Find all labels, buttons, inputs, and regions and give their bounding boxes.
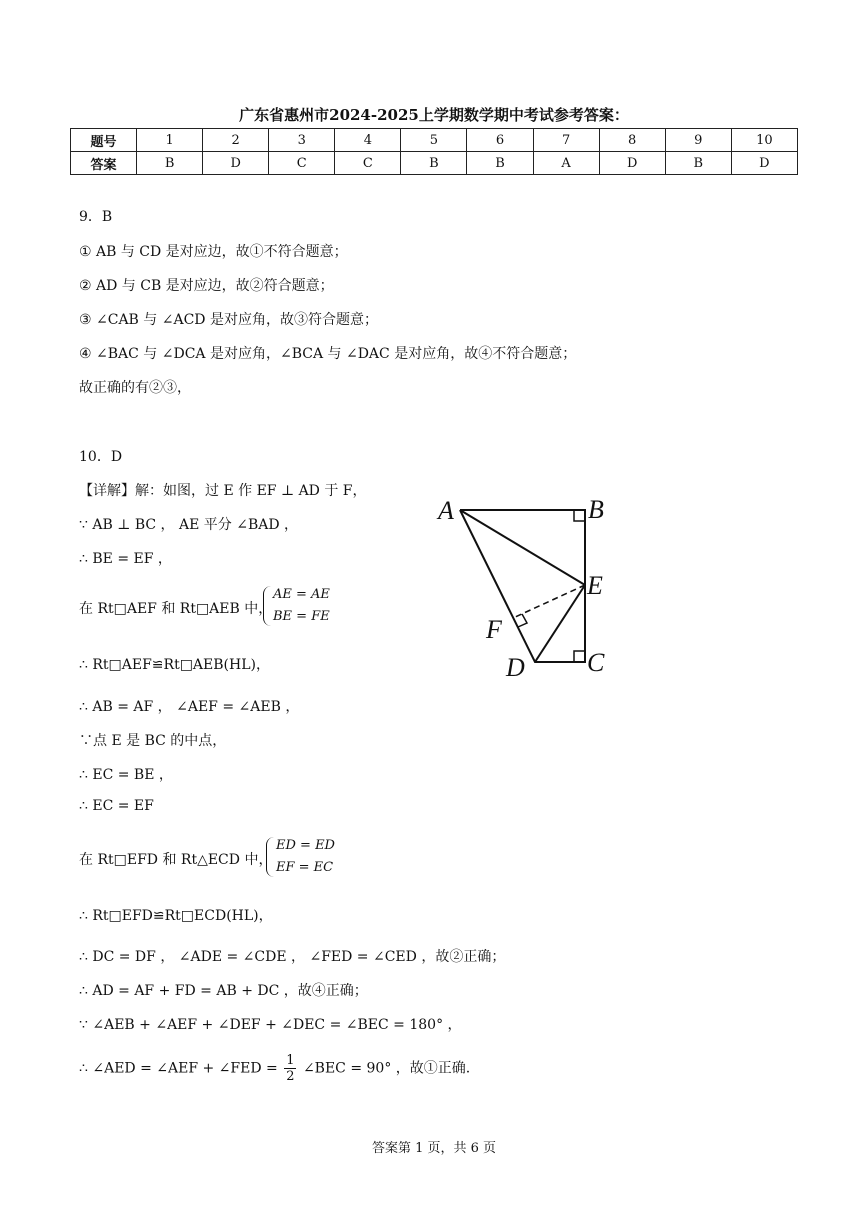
right-angle-mark bbox=[574, 510, 585, 521]
table-cell: B bbox=[401, 152, 467, 175]
table-cell: 7 bbox=[533, 129, 599, 152]
equation-system bbox=[276, 835, 335, 879]
equation: ED = ED bbox=[276, 838, 335, 853]
vertex-label-e: E bbox=[587, 571, 603, 600]
table-cell: 10 bbox=[731, 129, 797, 152]
table-cell: B bbox=[665, 152, 731, 175]
table-row-answer bbox=[71, 152, 798, 175]
table-cell: 8 bbox=[599, 129, 665, 152]
equation: EF = EC bbox=[276, 860, 334, 875]
q10-line: ∴ EC = EF bbox=[79, 798, 154, 814]
row-header-answer: 答案 bbox=[71, 152, 137, 175]
row-header-number: 题号 bbox=[71, 129, 137, 152]
table-cell: C bbox=[269, 152, 335, 175]
q10-line: ∵ AB ⊥ BC ， AE 平分 ∠BAD ， bbox=[79, 517, 299, 533]
q10-line: ∴ DC = DF ， ∠ADE = ∠CDE ， ∠FED = ∠CED ，故②正确； bbox=[79, 949, 506, 965]
geometry-figure bbox=[430, 488, 630, 688]
q9-conclusion: 故正确的有②③， bbox=[79, 380, 191, 396]
vertex-label-f: F bbox=[486, 615, 502, 644]
fraction-denominator: 2 bbox=[286, 1069, 295, 1084]
vertex-label-c: C bbox=[587, 648, 605, 677]
table-cell: 5 bbox=[401, 129, 467, 152]
table-cell: B bbox=[137, 152, 203, 175]
q10-line: ∵ ∠AEB + ∠AEF + ∠DEF + ∠DEC = ∠BEC = 180° ， bbox=[79, 1017, 462, 1033]
answer-table bbox=[70, 128, 798, 175]
q10-heading: 10．D bbox=[79, 449, 123, 465]
q9-line: ② AD 与 CB 是对应边，故②符合题意； bbox=[79, 278, 334, 294]
right-angle-mark bbox=[574, 651, 585, 662]
q10-line: 【详解】解：如图，过 E 作 EF ⊥ AD 于 F， bbox=[79, 483, 367, 499]
table-cell: 2 bbox=[203, 129, 269, 152]
q10-line: ∴ EC = BE ， bbox=[79, 767, 173, 783]
expression: ∴ ∠AED = ∠AEF + ∠FED = bbox=[79, 1060, 278, 1077]
table-cell: D bbox=[599, 152, 665, 175]
table-cell: 9 bbox=[665, 129, 731, 152]
vertex-label-a: A bbox=[438, 496, 454, 525]
equation: BE = FE bbox=[273, 609, 330, 624]
vertex-label-d: D bbox=[506, 653, 525, 682]
q9-line: ④ ∠BAC 与 ∠DCA 是对应角，∠BCA 与 ∠DAC 是对应角，故④不符合题意； bbox=[79, 346, 577, 362]
q10-line: ∴ Rt□AEF≌Rt□AEB(HL)， bbox=[79, 657, 270, 673]
page-footer: 答案第 1 页，共 6 页 bbox=[371, 1141, 497, 1156]
table-cell: B bbox=[467, 152, 533, 175]
q10-line: 在 Rt□EFD 和 Rt△ECD 中， bbox=[79, 852, 273, 868]
q9-heading: 9．B bbox=[79, 209, 113, 225]
q10-line: ∴ AB = AF ， ∠AEF = ∠AEB ， bbox=[79, 699, 300, 715]
q10-line: ∴ BE = EF ， bbox=[79, 551, 172, 567]
q10-line: ∵点 E 是 BC 的中点， bbox=[79, 733, 227, 749]
q9-line: ③ ∠CAB 与 ∠ACD 是对应角，故③符合题意； bbox=[79, 312, 378, 328]
fraction bbox=[284, 1053, 296, 1084]
table-cell: D bbox=[731, 152, 797, 175]
q9-line: ① AB 与 CD 是对应边，故①不符合题意； bbox=[79, 244, 348, 260]
table-cell: 4 bbox=[335, 129, 401, 152]
q10-line: 在 Rt□AEF 和 Rt□AEB 中， bbox=[79, 601, 273, 617]
equation: AE = AE bbox=[273, 587, 330, 602]
q10-line bbox=[79, 1053, 470, 1084]
table-cell: 3 bbox=[269, 129, 335, 152]
fraction-numerator: 1 bbox=[286, 1053, 295, 1068]
q10-line: ∴ Rt□EFD≌Rt□ECD(HL)， bbox=[79, 908, 273, 924]
expression: ∠BEC = 90° ，故①正确. bbox=[302, 1060, 471, 1077]
vertex-label-b: B bbox=[588, 495, 604, 524]
table-cell: 6 bbox=[467, 129, 533, 152]
q10-line: ∴ AD = AF + FD = AB + DC ，故④正确； bbox=[79, 983, 368, 999]
table-cell: A bbox=[533, 152, 599, 175]
equation-system bbox=[273, 584, 330, 628]
table-cell: 1 bbox=[137, 129, 203, 152]
table-row-number bbox=[71, 129, 798, 152]
page-title: 广东省惠州市2024-2025上学期数学期中考试参考答案： bbox=[239, 106, 629, 124]
table-cell: D bbox=[203, 152, 269, 175]
table-cell: C bbox=[335, 152, 401, 175]
figure-edge bbox=[460, 510, 585, 662]
